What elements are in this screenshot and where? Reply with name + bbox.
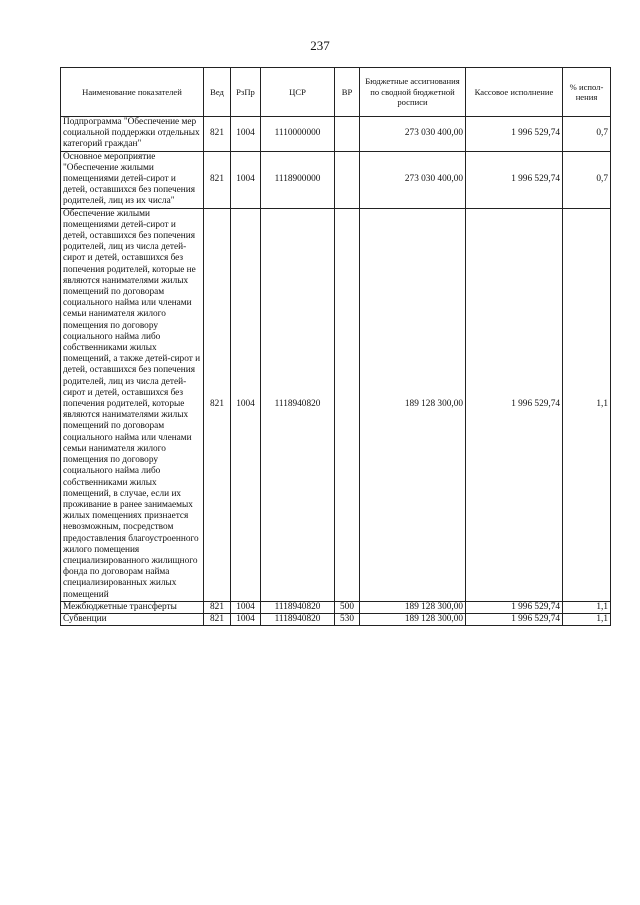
header-percent: % испол-нения <box>563 68 611 117</box>
row-csr: 1118940820 <box>261 601 335 613</box>
row-ved: 821 <box>204 613 231 625</box>
row-cash: 1 996 529,74 <box>466 117 563 152</box>
table-row <box>61 117 611 152</box>
row-csr: 1118940820 <box>261 613 335 625</box>
row-percent: 1,1 <box>563 613 611 625</box>
row-budget: 189 128 300,00 <box>360 601 466 613</box>
row-budget: 273 030 400,00 <box>360 151 466 208</box>
row-percent: 0,7 <box>563 151 611 208</box>
row-csr: 1110000000 <box>261 117 335 152</box>
table-row <box>61 613 611 625</box>
row-name: Обеспечение жилыми помещениями детей-сирот и детей, оставшихся без попечения родителей, лиц из числа детей-сирот и детей, оставшихся без попечения родителей, которые не являются нанимателями жилых помещений по договорам социального найма или членами семьи нанимателя жилого помещения по договору социального найма либо собственниками жилых помещений, а также детей-сирот и детей, оставшихся без попечения родителей, лиц из числа детей-сирот и детей, оставшихся без попечения родителей, которые являются нанимателями жилых помещений по договорам социального найма или членами семьи нанимателя жилого помещения по договору социального найма либо собственниками жилых помещений, в случае, если их проживание в ранее занимаемых жилых помещениях признается невозможным, посредством предоставления благоустроенного жилого помещения специализированного жилищного фонда по договорам найма специализированных жилых помещений <box>61 208 204 601</box>
row-name: Межбюджетные трансферты <box>61 601 204 613</box>
row-ved: 821 <box>204 117 231 152</box>
row-name: Основное мероприятие "Обеспечение жилыми помещениями детей-сирот и детей, оставшихся без попечения родителей, лиц из их числа" <box>61 151 204 208</box>
row-csr: 1118900000 <box>261 151 335 208</box>
row-vr: 530 <box>335 613 360 625</box>
row-ved: 821 <box>204 151 231 208</box>
header-csr: ЦСР <box>261 68 335 117</box>
header-budget: Бюджетные ассигнования по сводной бюджетной росписи <box>360 68 466 117</box>
row-cash: 1 996 529,74 <box>466 208 563 601</box>
row-name: Субвенции <box>61 613 204 625</box>
table-header-row <box>61 68 611 117</box>
row-cash: 1 996 529,74 <box>466 601 563 613</box>
table-row <box>61 601 611 613</box>
budget-execution-table <box>60 67 611 626</box>
page-number: 237 <box>310 38 330 53</box>
row-rzpr: 1004 <box>231 601 261 613</box>
header-rzpr: РзПр <box>231 68 261 117</box>
row-vr <box>335 151 360 208</box>
table-row <box>61 208 611 601</box>
row-budget: 189 128 300,00 <box>360 613 466 625</box>
header-cash: Кассовое исполнение <box>466 68 563 117</box>
row-rzpr: 1004 <box>231 613 261 625</box>
header-name: Наименование показателей <box>61 68 204 117</box>
table-row <box>61 151 611 208</box>
row-ved: 821 <box>204 208 231 601</box>
row-name: Подпрограмма "Обеспечение мер социальной поддержки отдельных категорий граждан" <box>61 117 204 152</box>
row-csr: 1118940820 <box>261 208 335 601</box>
header-vr: ВР <box>335 68 360 117</box>
row-cash: 1 996 529,74 <box>466 613 563 625</box>
row-rzpr: 1004 <box>231 117 261 152</box>
row-percent: 0,7 <box>563 117 611 152</box>
row-vr <box>335 208 360 601</box>
row-budget: 189 128 300,00 <box>360 208 466 601</box>
row-cash: 1 996 529,74 <box>466 151 563 208</box>
row-vr <box>335 117 360 152</box>
row-percent: 1,1 <box>563 208 611 601</box>
row-ved: 821 <box>204 601 231 613</box>
row-percent: 1,1 <box>563 601 611 613</box>
row-rzpr: 1004 <box>231 208 261 601</box>
row-vr: 500 <box>335 601 360 613</box>
row-rzpr: 1004 <box>231 151 261 208</box>
row-budget: 273 030 400,00 <box>360 117 466 152</box>
header-ved: Вед <box>204 68 231 117</box>
